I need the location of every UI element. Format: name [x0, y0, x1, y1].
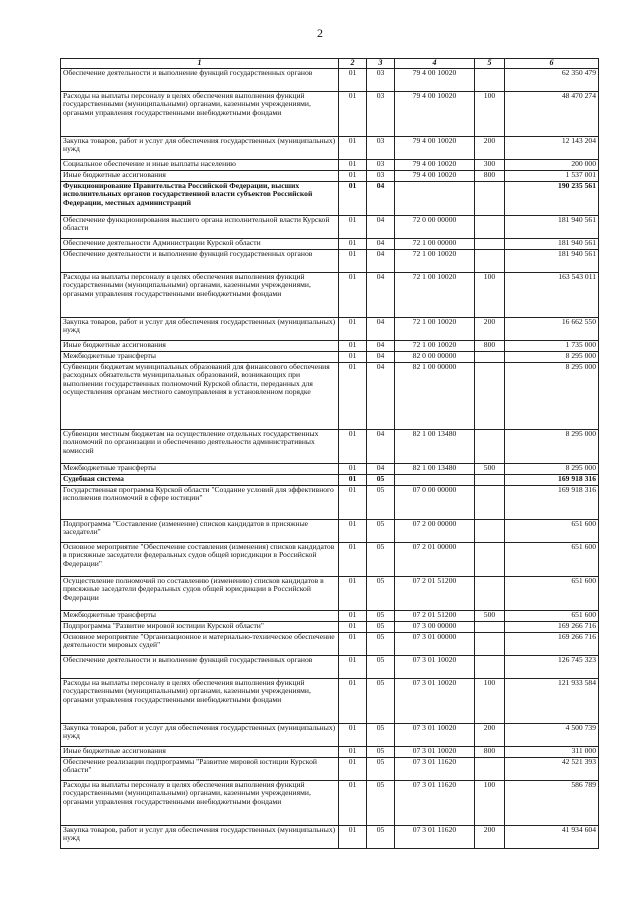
- cell-amount: 62 350 479: [505, 68, 599, 91]
- cell-expense-type: 200: [475, 317, 505, 340]
- cell-target-article: 07 3 01 10020: [395, 746, 475, 757]
- cell-section: 01: [339, 91, 367, 136]
- cell-amount: 311 000: [505, 746, 599, 757]
- cell-subsection: 05: [367, 632, 395, 655]
- column-header-amount: 6: [505, 59, 599, 69]
- cell-target-article: 72 1 00 10020: [395, 340, 475, 351]
- cell-target-article: 82 1 00 00000: [395, 362, 475, 429]
- cell-name: Функционирование Правительства Российской Федерации, высших исполнительных органов государственной власти субъектов Российской Федерации, местных администраций: [61, 181, 339, 215]
- cell-expense-type: 800: [475, 340, 505, 351]
- cell-expense-type: 200: [475, 825, 505, 848]
- cell-name: Государственная программа Курской области "Создание условий для эффективного исполнения полномочий в сфере юстиции": [61, 485, 339, 519]
- cell-amount: 651 600: [505, 610, 599, 621]
- table-row: [61, 429, 599, 463]
- cell-target-article: 72 1 00 10020: [395, 272, 475, 317]
- table-row: [61, 351, 599, 362]
- cell-name: Расходы на выплаты персоналу в целях обеспечения выполнения функций государственными (муниципальными) органами, казенными учреждениями, органами управления государственными внебюджетными фондами: [61, 678, 339, 723]
- cell-target-article: 72 1 00 00000: [395, 238, 475, 249]
- cell-target-article: 82 1 00 13480: [395, 463, 475, 474]
- cell-section: 01: [339, 576, 367, 610]
- cell-amount: 200 000: [505, 159, 599, 170]
- table-row: [61, 463, 599, 474]
- cell-section: 01: [339, 519, 367, 542]
- cell-amount: 42 521 393: [505, 757, 599, 780]
- cell-amount: 169 266 716: [505, 632, 599, 655]
- cell-amount: 12 143 204: [505, 136, 599, 159]
- cell-section: 01: [339, 181, 367, 215]
- cell-subsection: 05: [367, 825, 395, 848]
- cell-subsection: 03: [367, 68, 395, 91]
- cell-target-article: 07 3 01 10020: [395, 655, 475, 678]
- cell-subsection: 04: [367, 340, 395, 351]
- column-header-target-article: 4: [395, 59, 475, 69]
- table-row: [61, 238, 599, 249]
- cell-expense-type: [475, 362, 505, 429]
- cell-amount: 41 934 604: [505, 825, 599, 848]
- cell-expense-type: [475, 485, 505, 519]
- cell-name: Межбюджетные трансферты: [61, 610, 339, 621]
- cell-target-article: 07 3 01 00000: [395, 632, 475, 655]
- cell-target-article: 07 2 00 00000: [395, 519, 475, 542]
- cell-expense-type: [475, 576, 505, 610]
- cell-section: 01: [339, 474, 367, 485]
- cell-target-article: 79 4 00 10020: [395, 91, 475, 136]
- cell-target-article: 07 0 00 00000: [395, 485, 475, 519]
- table-row: [61, 542, 599, 576]
- cell-section: 01: [339, 632, 367, 655]
- cell-amount: 8 295 000: [505, 351, 599, 362]
- cell-section: 01: [339, 780, 367, 825]
- cell-subsection: 05: [367, 542, 395, 576]
- cell-section: 01: [339, 610, 367, 621]
- cell-subsection: 05: [367, 519, 395, 542]
- cell-target-article: 07 3 01 11620: [395, 780, 475, 825]
- cell-section: 01: [339, 340, 367, 351]
- cell-section: 01: [339, 542, 367, 576]
- table-row: [61, 621, 599, 632]
- cell-target-article: 07 3 01 11620: [395, 825, 475, 848]
- cell-subsection: 05: [367, 655, 395, 678]
- cell-amount: 8 295 000: [505, 429, 599, 463]
- cell-name: Обеспечение деятельности и выполнение функций государственных органов: [61, 655, 339, 678]
- cell-subsection: 04: [367, 463, 395, 474]
- cell-subsection: 05: [367, 576, 395, 610]
- cell-section: 01: [339, 317, 367, 340]
- table-row: [61, 91, 599, 136]
- cell-target-article: 07 3 01 10020: [395, 723, 475, 746]
- cell-target-article: 72 0 00 00000: [395, 215, 475, 238]
- cell-target-article: 07 3 00 00000: [395, 621, 475, 632]
- cell-amount: 586 789: [505, 780, 599, 825]
- cell-target-article: [395, 181, 475, 215]
- cell-name: Обеспечение деятельности и выполнение функций государственных органов: [61, 68, 339, 91]
- cell-target-article: 79 4 00 10020: [395, 159, 475, 170]
- cell-subsection: 05: [367, 757, 395, 780]
- cell-amount: 651 600: [505, 576, 599, 610]
- cell-subsection: 04: [367, 249, 395, 272]
- table-row: [61, 632, 599, 655]
- table-row: [61, 825, 599, 848]
- cell-subsection: 05: [367, 610, 395, 621]
- table-row: [61, 780, 599, 825]
- cell-subsection: 04: [367, 272, 395, 317]
- cell-target-article: 82 0 00 00000: [395, 351, 475, 362]
- cell-amount: 4 500 739: [505, 723, 599, 746]
- table-header-row: [61, 59, 599, 69]
- cell-amount: 121 933 584: [505, 678, 599, 723]
- cell-name: Межбюджетные трансферты: [61, 463, 339, 474]
- cell-subsection: 05: [367, 723, 395, 746]
- cell-expense-type: 800: [475, 746, 505, 757]
- cell-amount: 651 600: [505, 542, 599, 576]
- table-row: [61, 272, 599, 317]
- table-row: [61, 485, 599, 519]
- cell-name: Основное мероприятие "Организационное и материально-техническое обеспечение деятельности мировых судей": [61, 632, 339, 655]
- table-row: [61, 362, 599, 429]
- cell-section: 01: [339, 170, 367, 181]
- cell-section: 01: [339, 723, 367, 746]
- cell-subsection: 05: [367, 780, 395, 825]
- cell-section: 01: [339, 463, 367, 474]
- cell-section: 01: [339, 68, 367, 91]
- table-row: [61, 723, 599, 746]
- cell-amount: 169 918 316: [505, 474, 599, 485]
- cell-section: 01: [339, 678, 367, 723]
- cell-target-article: 07 2 01 51200: [395, 610, 475, 621]
- column-header-expense-type: 5: [475, 59, 505, 69]
- cell-section: 01: [339, 746, 367, 757]
- cell-name: Расходы на выплаты персоналу в целях обеспечения выполнения функций государственными (муниципальными) органами, казенными учреждениями, органами управления государственными внебюджетными фондами: [61, 91, 339, 136]
- cell-amount: 8 295 000: [505, 463, 599, 474]
- cell-subsection: 04: [367, 215, 395, 238]
- cell-target-article: 72 1 00 10020: [395, 249, 475, 272]
- cell-name: Закупка товаров, работ и услуг для обеспечения государственных (муниципальных) нужд: [61, 825, 339, 848]
- cell-target-article: [395, 474, 475, 485]
- cell-subsection: 03: [367, 170, 395, 181]
- cell-subsection: 04: [367, 317, 395, 340]
- cell-name: Иные бюджетные ассигнования: [61, 340, 339, 351]
- cell-section: 01: [339, 159, 367, 170]
- cell-section: 01: [339, 351, 367, 362]
- cell-expense-type: 800: [475, 170, 505, 181]
- cell-amount: 181 940 561: [505, 238, 599, 249]
- cell-amount: 169 266 716: [505, 621, 599, 632]
- cell-expense-type: 100: [475, 678, 505, 723]
- cell-expense-type: [475, 238, 505, 249]
- cell-name: Обеспечение деятельности Администрации Курской области: [61, 238, 339, 249]
- cell-subsection: 05: [367, 678, 395, 723]
- table-row: [61, 610, 599, 621]
- cell-expense-type: [475, 215, 505, 238]
- cell-amount: 1 735 000: [505, 340, 599, 351]
- cell-name: Субвенции местным бюджетам на осуществление отдельных государственных полномочий по организации и обеспечению деятельности административных комиссий: [61, 429, 339, 463]
- cell-amount: 651 600: [505, 519, 599, 542]
- cell-expense-type: [475, 519, 505, 542]
- cell-amount: 163 543 011: [505, 272, 599, 317]
- cell-target-article: 07 2 01 51200: [395, 576, 475, 610]
- cell-section: 01: [339, 272, 367, 317]
- cell-amount: 8 295 000: [505, 362, 599, 429]
- cell-name: Обеспечение функционирования высшего органа исполнительной власти Курской области: [61, 215, 339, 238]
- cell-name: Осуществление полномочий по составлению (изменению) списков кандидатов в присяжные заседатели федеральных судов общей юрисдикции в Российской Федерации: [61, 576, 339, 610]
- cell-name: Основное мероприятие "Обеспечение составления (изменения) списков кандидатов в присяжные заседатели федеральных судов общей юрисдикции в Российской Федерации": [61, 542, 339, 576]
- table-row: [61, 474, 599, 485]
- cell-expense-type: [475, 351, 505, 362]
- cell-target-article: 07 3 01 10020: [395, 678, 475, 723]
- cell-name: Социальное обеспечение и иные выплаты населению: [61, 159, 339, 170]
- cell-name: Закупка товаров, работ и услуг для обеспечения государственных (муниципальных) нужд: [61, 723, 339, 746]
- cell-target-article: 79 4 00 10020: [395, 136, 475, 159]
- cell-amount: 190 235 561: [505, 181, 599, 215]
- cell-name: Иные бюджетные ассигнования: [61, 170, 339, 181]
- cell-expense-type: [475, 757, 505, 780]
- cell-name: Расходы на выплаты персоналу в целях обеспечения выполнения функций государственными (муниципальными) органами, казенными учреждениями, органами управления государственными внебюджетными фондами: [61, 780, 339, 825]
- cell-subsection: 05: [367, 746, 395, 757]
- cell-name: Закупка товаров, работ и услуг для обеспечения государственных (муниципальных) нужд: [61, 136, 339, 159]
- page-number: 2: [317, 26, 323, 40]
- cell-expense-type: 500: [475, 610, 505, 621]
- cell-expense-type: [475, 655, 505, 678]
- cell-expense-type: [475, 181, 505, 215]
- cell-amount: 48 470 274: [505, 91, 599, 136]
- cell-subsection: 04: [367, 181, 395, 215]
- cell-amount: 181 940 561: [505, 215, 599, 238]
- cell-subsection: 03: [367, 136, 395, 159]
- cell-target-article: 07 3 01 11620: [395, 757, 475, 780]
- cell-expense-type: 100: [475, 272, 505, 317]
- cell-expense-type: [475, 249, 505, 272]
- cell-target-article: 72 1 00 10020: [395, 317, 475, 340]
- cell-name: Расходы на выплаты персоналу в целях обеспечения выполнения функций государственными (муниципальными) органами, казенными учреждениями, органами управления государственными внебюджетными фондами: [61, 272, 339, 317]
- column-header-section: 2: [339, 59, 367, 69]
- cell-expense-type: 100: [475, 91, 505, 136]
- cell-subsection: 03: [367, 91, 395, 136]
- cell-section: 01: [339, 249, 367, 272]
- cell-target-article: 82 1 00 13480: [395, 429, 475, 463]
- cell-subsection: 05: [367, 485, 395, 519]
- table-row: [61, 757, 599, 780]
- table-row: [61, 678, 599, 723]
- cell-section: 01: [339, 757, 367, 780]
- table-row: [61, 68, 599, 91]
- cell-amount: 169 918 316: [505, 485, 599, 519]
- cell-name: Подпрограмма "Составление (изменение) списков кандидатов в присяжные заседатели": [61, 519, 339, 542]
- cell-subsection: 03: [367, 159, 395, 170]
- cell-subsection: 05: [367, 621, 395, 632]
- cell-name: Субвенции бюджетам муниципальных образований для финансового обеспечения расходных обязательств муниципальных образований, возникающих при выполнении государственных полномочий Курской области, переданных для осуществления органам местного самоуправления в установленном порядке: [61, 362, 339, 429]
- cell-subsection: 04: [367, 362, 395, 429]
- table-row: [61, 519, 599, 542]
- table-body: [61, 68, 599, 848]
- cell-expense-type: 300: [475, 159, 505, 170]
- table-row: [61, 249, 599, 272]
- cell-section: 01: [339, 238, 367, 249]
- cell-subsection: 04: [367, 238, 395, 249]
- cell-section: 01: [339, 215, 367, 238]
- cell-expense-type: 200: [475, 723, 505, 746]
- column-header-name: 1: [61, 59, 339, 69]
- cell-section: 01: [339, 485, 367, 519]
- cell-target-article: 07 2 01 00000: [395, 542, 475, 576]
- table-row: [61, 340, 599, 351]
- cell-section: 01: [339, 621, 367, 632]
- cell-name: Межбюджетные трансферты: [61, 351, 339, 362]
- table-row: [61, 317, 599, 340]
- cell-name: Обеспечение реализации подпрограммы "Развитие мировой юстиции Курской области": [61, 757, 339, 780]
- cell-subsection: 04: [367, 429, 395, 463]
- table-row: [61, 159, 599, 170]
- cell-amount: 181 940 561: [505, 249, 599, 272]
- cell-expense-type: [475, 429, 505, 463]
- cell-target-article: 79 4 00 10020: [395, 68, 475, 91]
- cell-subsection: 05: [367, 474, 395, 485]
- cell-expense-type: [475, 68, 505, 91]
- cell-expense-type: 200: [475, 136, 505, 159]
- cell-expense-type: [475, 474, 505, 485]
- cell-name: Судебная система: [61, 474, 339, 485]
- cell-subsection: 04: [367, 351, 395, 362]
- cell-section: 01: [339, 655, 367, 678]
- table-row: [61, 655, 599, 678]
- cell-amount: 16 662 550: [505, 317, 599, 340]
- cell-expense-type: 500: [475, 463, 505, 474]
- cell-expense-type: 100: [475, 780, 505, 825]
- cell-amount: 1 537 001: [505, 170, 599, 181]
- cell-expense-type: [475, 542, 505, 576]
- cell-name: Подпрограмма "Развитие мировой юстиции Курской области": [61, 621, 339, 632]
- cell-section: 01: [339, 136, 367, 159]
- budget-table: [60, 58, 599, 849]
- column-header-subsection: 3: [367, 59, 395, 69]
- cell-name: Закупка товаров, работ и услуг для обеспечения государственных (муниципальных) нужд: [61, 317, 339, 340]
- cell-expense-type: [475, 632, 505, 655]
- table-row: [61, 136, 599, 159]
- table-row: [61, 215, 599, 238]
- cell-name: Обеспечение деятельности и выполнение функций государственных органов: [61, 249, 339, 272]
- table-row: [61, 576, 599, 610]
- cell-section: 01: [339, 429, 367, 463]
- cell-section: 01: [339, 362, 367, 429]
- cell-expense-type: [475, 621, 505, 632]
- table-row: [61, 746, 599, 757]
- table-row: [61, 170, 599, 181]
- table-row: [61, 181, 599, 215]
- cell-section: 01: [339, 825, 367, 848]
- cell-amount: 126 745 323: [505, 655, 599, 678]
- cell-target-article: 79 4 00 10020: [395, 170, 475, 181]
- cell-name: Иные бюджетные ассигнования: [61, 746, 339, 757]
